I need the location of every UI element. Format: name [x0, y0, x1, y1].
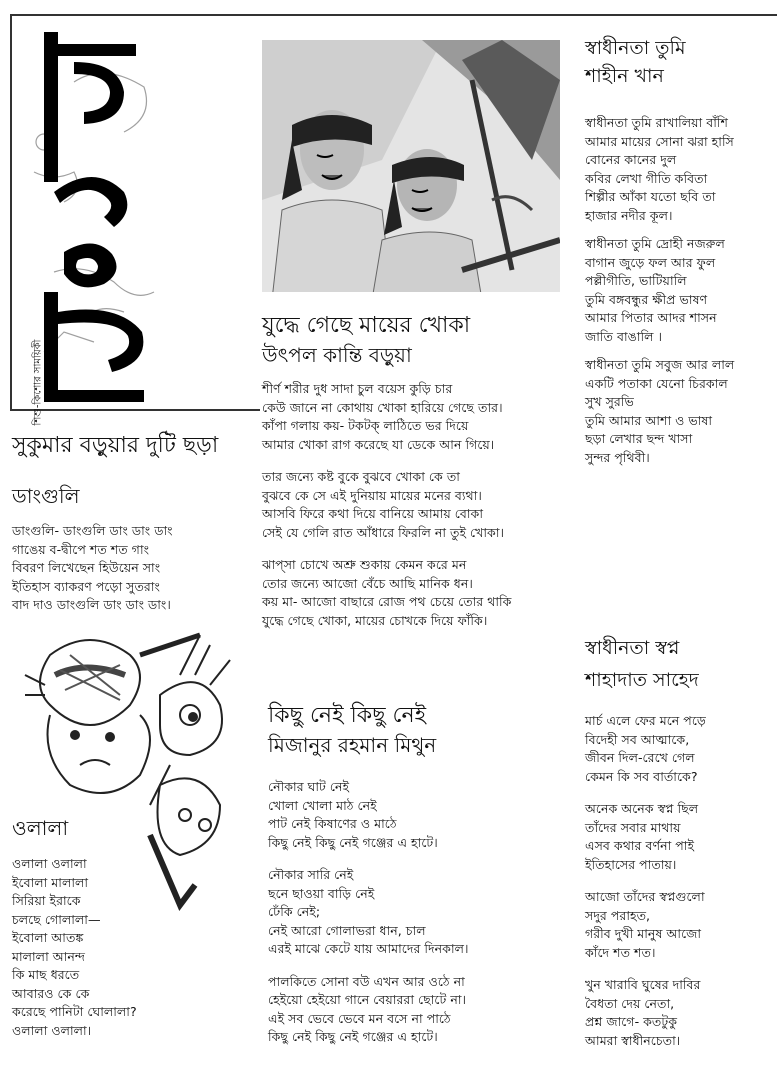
poem-swadhinota-tumi [585, 36, 686, 88]
poem-line: মার্চ এলে ফের মনে পড়ে [585, 713, 706, 728]
poem-author: শাহাদাত সাহেদ [585, 669, 699, 691]
frame-top-rule [10, 14, 777, 16]
poem-body-juddhe-geche [262, 380, 511, 640]
poem-line: বাগান জুড়ে ফল আর ফুল [585, 254, 716, 270]
poem-line: বাদ দাও ডাংগুলি ডাং ডাং ডাং। [12, 597, 171, 612]
poem-line: সেই যে গেলি রাত আঁধারে ফিরলি না তুই খোকা। [262, 524, 505, 540]
poem-line: বুঝবে কে সে এই দুনিয়ায় মায়ের মনের ব্যথা। [262, 487, 482, 503]
poem-subtitle-dangguli: ডাংগুলি [12, 484, 80, 508]
poem-line: ঢেঁকি নেই; [268, 904, 321, 919]
poem-title-sukumar: সুকুমার বড়ুয়ার দুটি ছড়া [12, 433, 219, 458]
poem-line: কিছু নেই কিছু নেই গঞ্জের এ হাটে। [268, 1029, 438, 1044]
poem-line: এই সব ভেবে ভেবে মন বসে না পাঠে [268, 1010, 451, 1026]
poem-line: বিবরণ লিখেছেন হিউয়েন সাং [12, 560, 161, 575]
poem-line: গাঙেয় ব-দ্বীপে শত শত গাং [12, 541, 150, 557]
hero-illustration [262, 40, 560, 292]
poem-line: তুমি বঙ্গবন্ধুর ক্ষীপ্র ভাষণ [585, 291, 708, 307]
poem-line: নৌকার ঘাট নেই [268, 779, 350, 794]
freedom-fighters-illustration [262, 40, 560, 292]
poem-body-kichhu-nei [268, 778, 469, 1057]
poem-line: ওলালা ওলালা। [12, 1022, 92, 1038]
stanza [585, 114, 734, 225]
poem-line: কবির লেখা গীতি কবিতা [585, 170, 708, 186]
stanza [12, 522, 173, 615]
poem-line: প্রশ্ন জাগে- কতটুকু [585, 1014, 678, 1029]
poem-line: ছড়া লেখার ছন্দ খাসা [585, 431, 693, 446]
poem-line: চলছে গোলালা— [12, 911, 101, 927]
stanza [585, 356, 734, 467]
poem-line: গরীব দুখী মানুষ আজো [585, 926, 702, 941]
poem-line: নেই আরো গোলাভরা ধান, চাল [268, 922, 426, 938]
poem-line: ডাংগুলি- ডাংগুলি ডাং ডাং ডাং [12, 523, 173, 538]
poem-line: খুন খারাবি ঘুষের দাবির [585, 977, 701, 992]
poem-title: কিছু নেই কিছু নেই [268, 703, 427, 728]
masthead-tagline: শিশু-কিশোর সাময়িকী [32, 339, 44, 426]
poem-line: আজো তাঁদের স্বপ্নগুলো [585, 889, 705, 904]
poem-line: কিছু নেই কিছু নেই গঞ্জের এ হাটে। [268, 834, 438, 850]
poem-line: স্বাধীনতা তুমি রাখালিয়া বাঁশি [585, 115, 728, 130]
stanza [585, 235, 734, 346]
poem-line: সদুর পরাহত, [585, 907, 651, 923]
stanza [585, 800, 706, 874]
poem-line: আসবি ফিরে কথা দিয়ে বানিয়ে আমায় বোকা [262, 506, 483, 521]
poem-line: শিল্পীর আঁকা যতো ছবি তা [585, 189, 716, 204]
poem-line: হেইয়ো হেইয়ো গানে বেয়াররা ছোটে না। [268, 992, 466, 1007]
poem-line: হাজার নদীর কূল। [585, 207, 673, 223]
poem-line: আবারও কে কে [12, 985, 90, 1001]
poem-line: আমার পিতার আদর শাসন [585, 310, 717, 325]
poem-line: নৌকার সারি নেই [268, 867, 354, 882]
poem-author: উৎপল কান্তি বড়ুয়া [262, 343, 412, 367]
poem-line: পল্লীগীতি, ভাটিয়ালি [585, 273, 687, 288]
poem-author: শাহীন খান [585, 65, 664, 87]
poem-line: সুখ সুরভি [585, 394, 634, 409]
poem-kichhu-nei [268, 702, 436, 758]
poem-line: এরই মাঝে কেটে যায় আমাদের দিনকাল। [268, 941, 469, 956]
poem-line: জাতি বাঙালি । [585, 328, 663, 344]
poem-author: মিজানুর রহমান মিথুন [268, 733, 437, 757]
poem-title: স্বাধীনতা স্বপ্ন [585, 637, 680, 659]
poem-line: ঝাপ্‌সা চোখে অশ্রু শুকায় কেমন করে মন [262, 557, 467, 572]
poem-line: তোর জন্যে আজো বেঁচে আছি মানিক ধন। [262, 575, 473, 591]
poem-line: স্বাধীনতা তুমি সবুজ আর লাল [585, 357, 735, 372]
poem-line: ইতিহাস ব্যাকরণ পড়ো সুতরাং [12, 578, 160, 594]
poem-line: বোনের কানের দুল [585, 152, 677, 167]
poem-line: কাঁদে শত শত। [585, 944, 656, 960]
poem-line: পালকিতে সোনা বউ এখন আর ওঠে না [268, 973, 465, 989]
poem-line: তার জন্যে কষ্ট বুকে বুঝবে খোকা কে তা [262, 469, 460, 484]
poem-line: করেছে পানিটা ঘোলালা? [12, 1004, 137, 1019]
poem-line: আমার খোকা রাগ করেছে যা ডেকে আন গিয়ে। [262, 436, 495, 452]
frame-left-rule [10, 14, 12, 410]
poem-line: আমার মায়ের সোনা ঝরা হাসি [585, 133, 734, 149]
frame-bottom-rule [10, 409, 260, 411]
poem-line: অনেক অনেক স্বপ্ন ছিল [585, 801, 699, 816]
poem-title: স্বাধীনতা তুমি [585, 37, 686, 59]
poem-line: শীর্ণ শরীর দুধ সাদা চুল বয়েস কুড়ি চার [262, 381, 453, 396]
poem-line: ওলালা ওলালা [12, 856, 87, 871]
stanza [262, 556, 511, 630]
poem-line: ছনে ছাওয়া বাড়ি নেই [268, 885, 375, 901]
poem-line: ইবোলা আতঙ্ক [12, 930, 84, 945]
poem-line: একটি পতাকা যেনো চিরকাল [585, 375, 728, 391]
poem-line: স্বাধীনতা তুমি দ্রোহী নজরুল [585, 236, 725, 251]
poem-line: যুদ্ধে গেছে খোকা, মায়ের চোখকে দিয়ে ফাঁকি। [262, 612, 488, 628]
poem-line: তাঁদের সবার মাথায় [585, 819, 681, 835]
poem-line: পাট নেই কিষাণের ও মাঠে [268, 816, 397, 831]
stanza [585, 712, 706, 786]
stanza [268, 866, 469, 959]
masthead-logo [14, 22, 164, 426]
poem-line: আমরা স্বাধীনচেতা। [585, 1032, 681, 1048]
poem-line: জীবন দিল-রেখে গেল [585, 750, 695, 765]
poem-line: ইবোলা মালালা [12, 874, 89, 890]
poem-line: সিরিয়া ইরাকে [12, 893, 81, 908]
poem-line: কাঁপা গলায় কয়- টকটক্ লাঠিতে ভর দিয়ে [262, 418, 469, 433]
poem-line: এসব কথার বর্ণনা পাই [585, 838, 695, 853]
poem-line: কেমন কি সব বার্তাকে? [585, 768, 698, 784]
poem-subtitle-olala: ওলালা [12, 816, 69, 840]
stanza [262, 468, 511, 542]
poem-line: কয় মা- আজো বাছারে রোজ পথ চেয়ে তোর থাকি [262, 594, 512, 609]
poem-body-dangguli [12, 522, 173, 615]
poem-line: বিদেহী সব আত্মাকে, [585, 731, 690, 747]
poem-swadhinota-swapno [585, 636, 699, 692]
poem-body-olala [12, 855, 137, 1040]
poem-line: ইতিহাসের পাতায়। [585, 856, 677, 872]
stanza [268, 778, 469, 852]
poem-juddhe-geche [262, 312, 470, 368]
poem-body-swadhinota-swapno [585, 712, 706, 1060]
stanza [585, 976, 706, 1050]
poem-line: কেউ জানে না কোথায় খোকা হারিয়ে গেছে তার। [262, 399, 503, 415]
poem-line: তুমি আমার আশা ও ভাষা [585, 412, 713, 428]
poem-line: কি মাছ ধরতে [12, 967, 80, 982]
stanza [262, 380, 511, 454]
stanza [12, 855, 137, 1040]
stanza [268, 973, 469, 1047]
poem-line: মালালা আনন্দ [12, 948, 86, 964]
stanza [585, 888, 706, 962]
poem-line: খোলা খোলা মাঠ নেই [268, 797, 377, 813]
poem-line: সুন্দর পৃথিবী। [585, 449, 650, 465]
poem-body-swadhinota-tumi [585, 114, 734, 477]
poem-line: বৈধতা দেয় নেতা, [585, 995, 675, 1011]
poem-title: যুদ্ধে গেছে মায়ের খোকা [262, 313, 471, 338]
